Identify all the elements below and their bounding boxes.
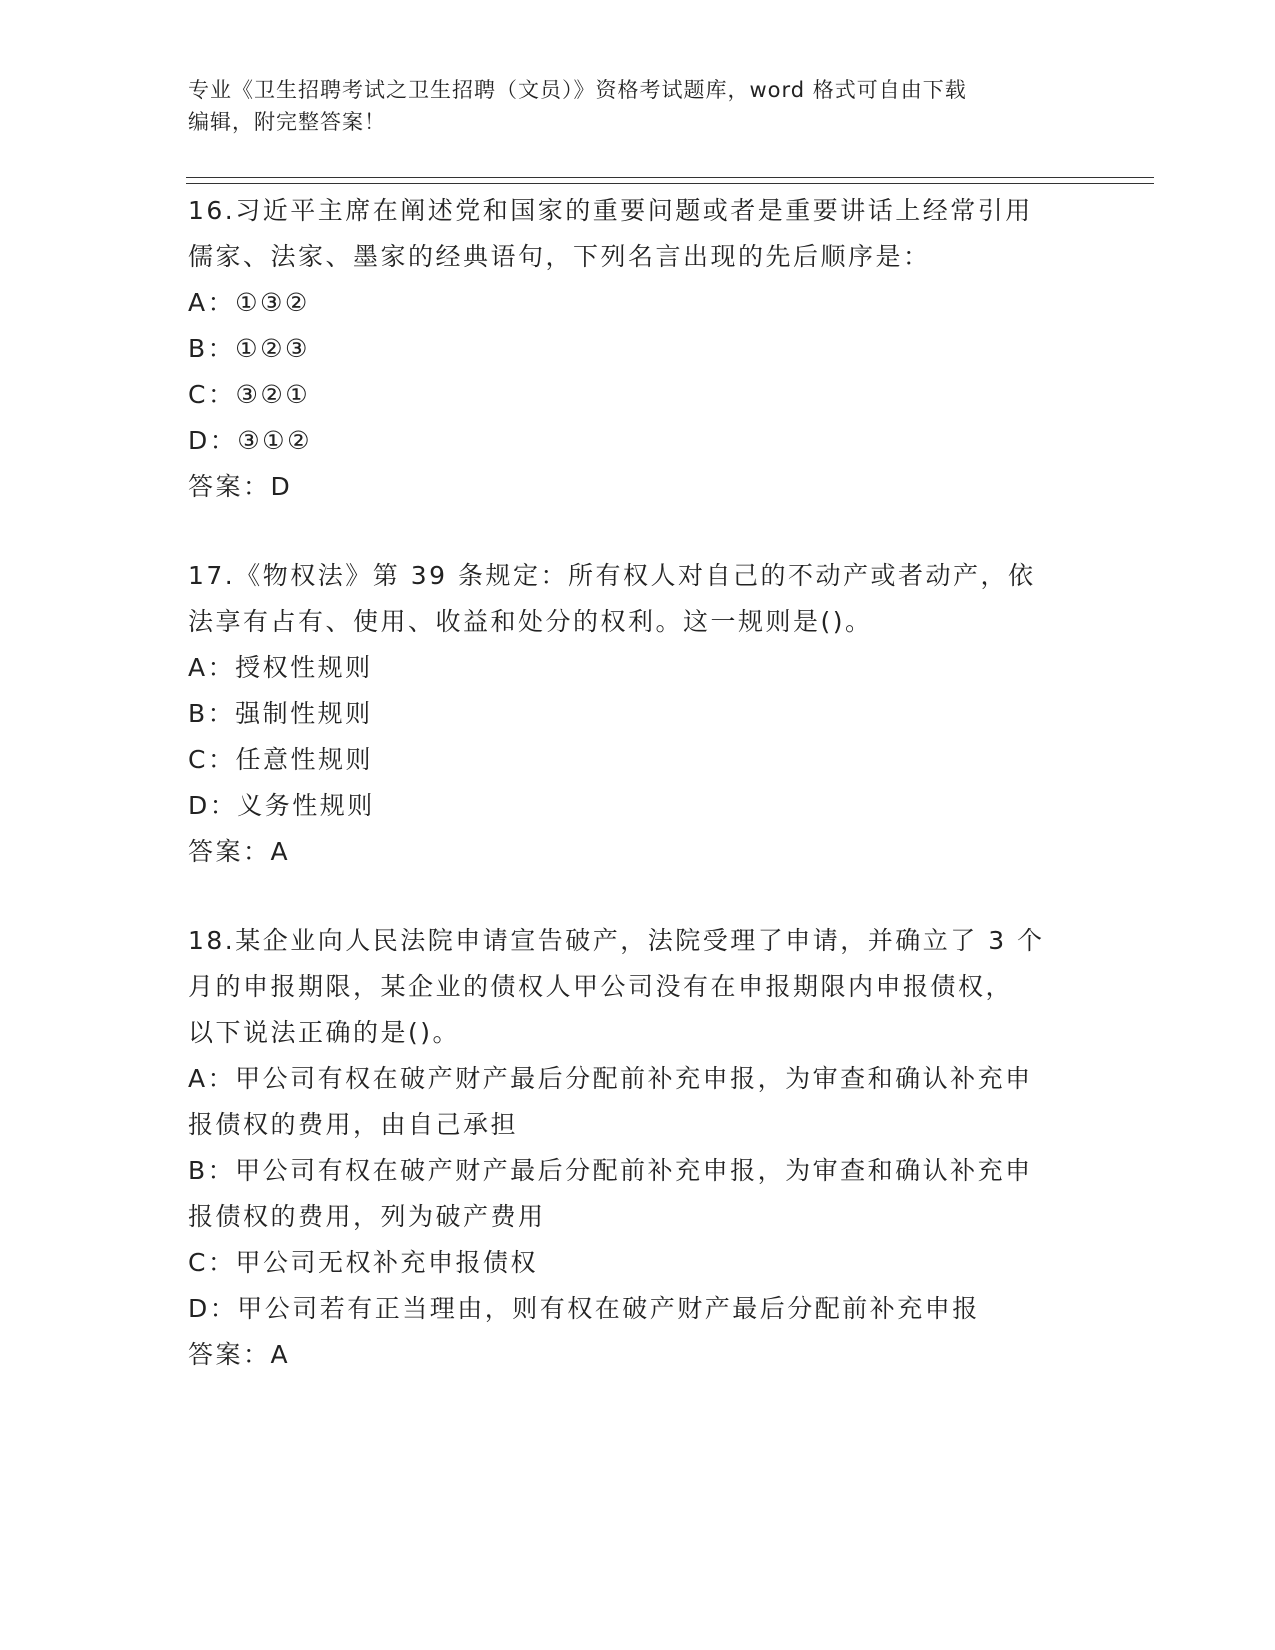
document-header — [188, 74, 1068, 138]
question-18 — [188, 918, 1088, 1378]
header-line-2: 编辑，附完整答案！ — [188, 110, 386, 134]
answer-line: 答案：A — [188, 1340, 291, 1369]
question-stem-line: 月的申报期限，某企业的债权人甲公司没有在申报期限内申报债权， — [188, 972, 1014, 1001]
option-b: B：①②③ — [188, 334, 310, 363]
option-a-continued: 报债权的费用，由自己承担 — [188, 1110, 519, 1139]
option-c: C：③②① — [188, 380, 311, 409]
option-c: C：任意性规则 — [188, 745, 373, 774]
question-stem-line: 儒家、法家、墨家的经典语句，下列名言出现的先后顺序是： — [188, 242, 931, 271]
option-b-continued: 报债权的费用，列为破产费用 — [188, 1202, 546, 1231]
question-stem-line: 法享有占有、使用、收益和处分的权利。这一规则是()。 — [188, 607, 873, 636]
option-b: B：强制性规则 — [188, 699, 373, 728]
option-d: D：③①② — [188, 426, 312, 455]
option-b: B：甲公司有权在破产财产最后分配前补充申报，为审查和确认补充申 — [188, 1156, 1033, 1185]
question-16 — [188, 188, 1088, 510]
option-a: A：授权性规则 — [188, 653, 373, 682]
option-d: D：义务性规则 — [188, 791, 375, 820]
option-a: A：甲公司有权在破产财产最后分配前补充申报，为审查和确认补充申 — [188, 1064, 1033, 1093]
option-c: C：甲公司无权补充申报债权 — [188, 1248, 538, 1277]
option-d: D：甲公司若有正当理由，则有权在破产财产最后分配前补充申报 — [188, 1294, 980, 1323]
question-stem-line: 16.习近平主席在阐述党和国家的重要问题或者是重要讲话上经常引用 — [188, 196, 1033, 225]
option-a: A：①③② — [188, 288, 310, 317]
header-divider-bottom — [186, 183, 1154, 184]
question-17 — [188, 553, 1088, 875]
question-stem-line: 18.某企业向人民法院申请宣告破产，法院受理了申请，并确立了 3 个 — [188, 926, 1045, 955]
header-divider-top — [186, 177, 1154, 178]
header-line-1: 专业《卫生招聘考试之卫生招聘（文员）》资格考试题库，word 格式可自由下载 — [188, 78, 967, 102]
question-stem-line: 以下说法正确的是()。 — [188, 1018, 461, 1047]
question-stem-line: 17.《物权法》第 39 条规定：所有权人对自己的不动产或者动产，依 — [188, 561, 1036, 590]
answer-line: 答案：A — [188, 837, 291, 866]
answer-line: 答案：D — [188, 472, 293, 501]
